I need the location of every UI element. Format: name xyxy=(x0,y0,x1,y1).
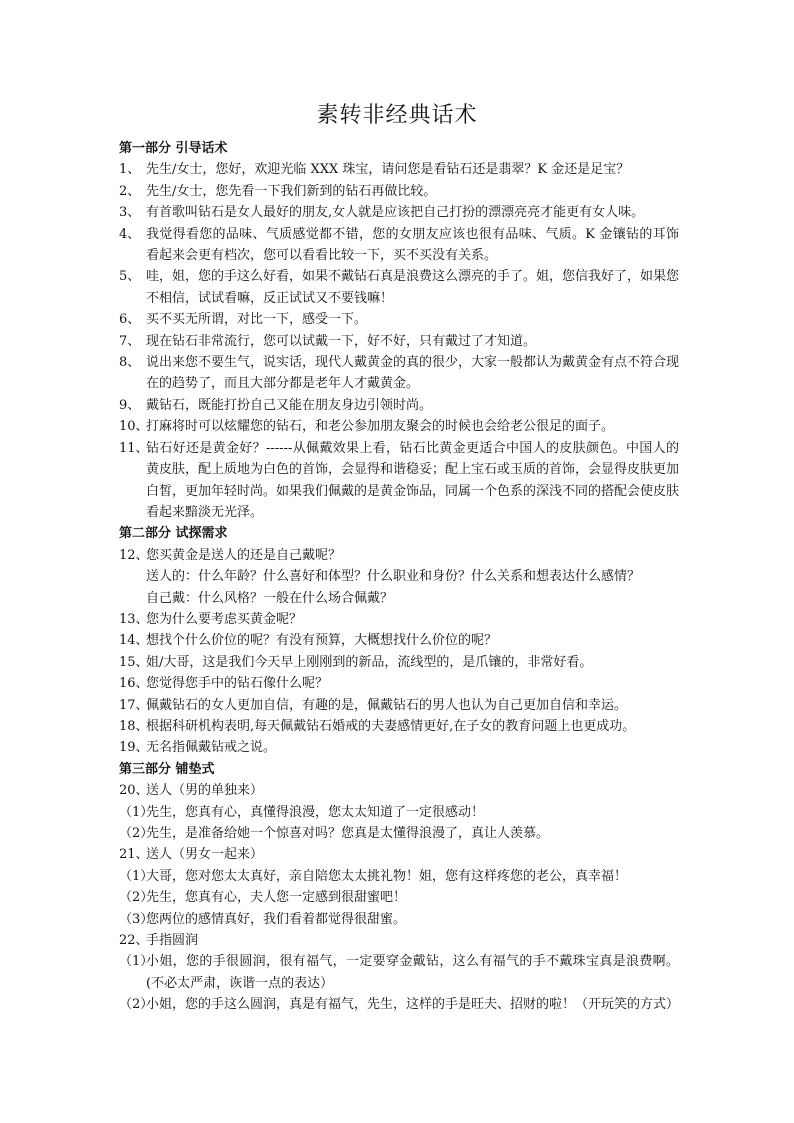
item-number: 14、 xyxy=(119,633,149,649)
sub-item-text: 先生，您真有心，真懂得浪漫，您太太知道了一定很感动！ xyxy=(146,804,485,820)
list-item xyxy=(119,224,679,267)
item-text: 佩戴钻石的女人更加自信，有趣的是，佩戴钻石的男人也认为自己更加自信和幸运。 xyxy=(146,697,628,713)
item-text: 我觉得看您的品味、气质感觉都不错，您的女朋友应该也很有品味、气质。K 金镶钻的耳饰看起来会更有档次，您可以看看比较一下，买不买没有关系。 xyxy=(146,226,679,264)
item-text: 钻石好还是黄金好？------从佩戴效果上看，钻石比黄金更适合中国人的皮肤颜色。中国人的黄皮肤，配上质地为白色的首饰，会显得和谐稳妥；配上宝石或玉质的首饰，会显得皮肤更加白皙，更加年轻时尚。如果我们佩戴的是黄金饰品，同属一个色系的深浅不同的搭配会使皮肤看起来黯淡无光泽。 xyxy=(146,440,680,520)
sub-item-number: （2） xyxy=(119,826,154,841)
item-text: 有首歌叫钻石是女人最好的朋友,女人就是应该把自己打扮的漂漂亮亮才能更有女人味。 xyxy=(146,205,645,221)
item-text: 哇，姐，您的手这么好看，如果不戴钻石真是浪费这么漂亮的手了。姐，您信我好了，如果您不相信，试试看嘛，反正试试又不要钱嘛！ xyxy=(146,269,680,306)
sub-item-number: （1） xyxy=(119,868,154,884)
item-number: 15、 xyxy=(119,654,149,670)
sub-item-number: （1） xyxy=(119,954,154,970)
page-title: 素转非经典话术 xyxy=(316,103,478,128)
list-item xyxy=(119,716,679,737)
item-number: 12、 xyxy=(119,547,149,563)
section-heading-part2: 第二部分 试探需求 xyxy=(119,526,228,542)
list-item xyxy=(119,844,679,865)
sub-item-text: 小姐，您的手这么圆润，真是有福气，先生，这样的手是旺夫、招财的啦！（开玩笑的方式） xyxy=(146,997,680,1013)
item-number: 7、 xyxy=(119,333,141,349)
list-item xyxy=(119,780,679,801)
item-number: 18、 xyxy=(119,718,149,734)
item-text: 根据科研机构表明,每天佩戴钻石婚戒的夫妻感情更好,在子女的教育问题上也更成功。 xyxy=(146,718,636,734)
sub-item-text: 先生，是准备给她一个惊喜对吗？您真是太懂得浪漫了，真让人羡慕。 xyxy=(146,826,550,841)
sub-item xyxy=(119,994,679,1015)
item-number: 4、 xyxy=(119,226,141,242)
item-number: 6、 xyxy=(119,312,141,328)
list-item xyxy=(119,395,679,416)
item-number: 5、 xyxy=(119,269,141,285)
item-detail-line: 自己戴：什么风格？一般在什么场合佩戴？ xyxy=(146,590,394,606)
item-text: 戴钻石，既能打扮自己又能在朋友身边引领时尚。 xyxy=(146,397,433,413)
item-number: 21、 xyxy=(119,847,149,863)
item-text: 现在钻石非常流行，您可以试戴一下，好不好，只有戴过了才知道。 xyxy=(146,333,537,349)
sub-item-text: 大哥，您对您太太真好，亲自陪您太太挑礼物！姐，您有这样疼您的老公，真幸福！ xyxy=(146,868,628,884)
list-item xyxy=(119,652,679,673)
section-heading-part3: 第三部分 铺垫式 xyxy=(119,761,215,777)
item-text: 手指圆润 xyxy=(146,933,199,949)
item-text: 买不买无所谓，对比一下，感受一下。 xyxy=(146,312,368,328)
sub-item xyxy=(119,866,679,887)
list-item xyxy=(119,416,679,437)
item-text: 您买黄金是送人的还是自己戴呢？ xyxy=(146,547,342,563)
item-number: 20、 xyxy=(119,783,149,799)
sub-item xyxy=(119,802,679,823)
item-number: 19、 xyxy=(119,740,149,756)
item-text: 先生/女士，您好，欢迎光临 XXX 珠宝，请问您是看钻石还是翡翠？K 金还是足宝？ xyxy=(146,162,630,178)
sub-item-number: （2） xyxy=(119,890,154,906)
item-text: 想找个什么价位的呢？有没有预算，大概想找什么价位的呢？ xyxy=(146,633,498,649)
item-number: 2、 xyxy=(119,183,141,199)
item-number: 17、 xyxy=(119,697,149,713)
list-item xyxy=(119,737,679,758)
list-item xyxy=(119,181,679,202)
list-item xyxy=(119,930,679,951)
list-item xyxy=(119,673,679,694)
list-item xyxy=(119,266,679,309)
item-text: 无名指佩戴钻戒之说。 xyxy=(146,740,277,756)
sub-item xyxy=(119,887,679,908)
list-item xyxy=(119,545,679,566)
list-item xyxy=(119,695,679,716)
item-number: 11、 xyxy=(119,440,149,456)
list-item xyxy=(119,609,679,630)
list-item xyxy=(119,159,679,180)
item-text: 您觉得您手中的钻石像什么呢？ xyxy=(146,676,329,692)
sub-item-text: 您两位的感情真好，我们看着都觉得很甜蜜。 xyxy=(146,911,407,927)
item-text: 送人（男女一起来） xyxy=(146,847,264,863)
item-detail-line: 送人的：什么年龄？什么喜好和体型？什么职业和身份？什么关系和想表达什么感情？ xyxy=(146,569,641,585)
sub-item-text: 小姐，您的手很圆润，很有福气，一定要穿金戴钻，这么有福气的手不戴珠宝真是浪费啊。(不必太严肃，诙谐一点的表达） xyxy=(146,954,679,991)
list-item xyxy=(119,309,679,330)
sub-item xyxy=(119,951,679,994)
item-number: 1、 xyxy=(119,162,141,178)
list-item xyxy=(119,331,679,352)
sub-item xyxy=(119,909,679,930)
sub-item-number: （2） xyxy=(119,997,154,1013)
item-number: 16、 xyxy=(119,676,149,692)
list-item xyxy=(119,202,679,223)
item-text: 您为什么要考虑买黄金呢？ xyxy=(146,611,303,627)
item-text: 先生/女士，您先看一下我们新到的钻石再做比较。 xyxy=(146,183,437,199)
item-number: 22、 xyxy=(119,933,149,949)
sub-item-number: （1） xyxy=(119,804,154,820)
list-item xyxy=(119,438,679,524)
list-item xyxy=(119,630,679,651)
list-item xyxy=(119,352,679,395)
item-text: 说出来您不要生气，说实话，现代人戴黄金的真的很少，大家一般都认为戴黄金有点不符合现在的趋势了，而且大部分都是老年人才戴黄金。 xyxy=(146,355,680,392)
item-number: 8、 xyxy=(119,355,141,371)
item-number: 9、 xyxy=(119,397,141,413)
item-text: 送人（男的单独来） xyxy=(146,783,264,799)
item-number: 3、 xyxy=(119,205,141,221)
sub-item-number: （3） xyxy=(119,911,154,927)
section-heading-part1: 第一部分 引导话术 xyxy=(119,141,228,156)
document-body xyxy=(119,138,679,1016)
item-number: 13、 xyxy=(119,611,149,627)
sub-item xyxy=(119,823,679,844)
item-text: 姐/大哥，这是我们今天早上刚刚到的新品，流线型的，是爪镶的，非常好看。 xyxy=(146,654,593,670)
item-number: 10、 xyxy=(119,419,149,435)
item-text: 打麻将时可以炫耀您的钻石，和老公参加朋友聚会的时候也会给老公很足的面子。 xyxy=(146,419,615,435)
sub-item-text: 先生，您真有心，夫人您一定感到很甜蜜吧！ xyxy=(146,890,407,906)
